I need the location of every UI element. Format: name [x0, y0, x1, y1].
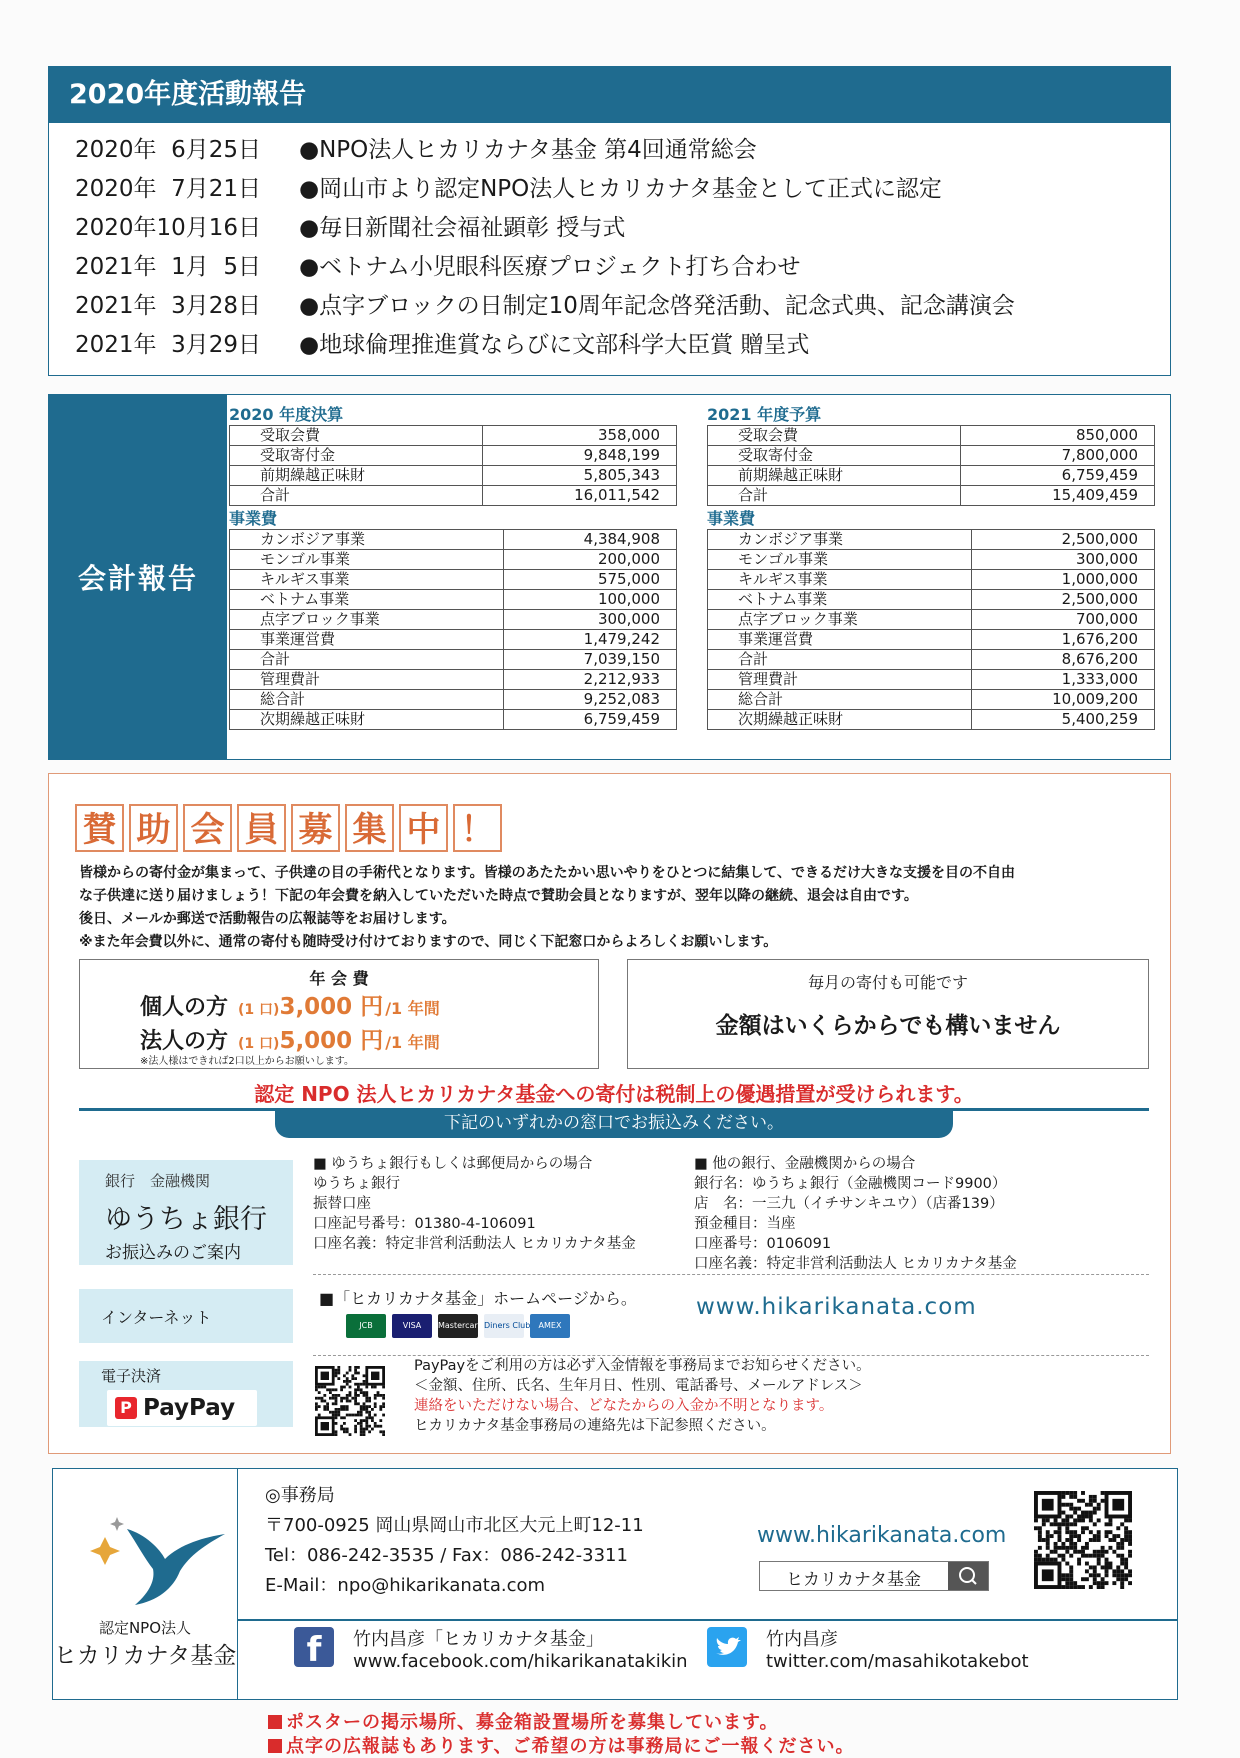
row-label: 前期繰越正味財 — [230, 466, 483, 486]
bank-label-main: ゆうちょ銀行 — [105, 1204, 267, 1235]
row-value: 1,479,242 — [504, 630, 677, 650]
row-label: 受取会費 — [708, 426, 961, 446]
bottom-notice-text: 点字の広報誌もあります、ご希望の方は事務局にご一報ください。 — [286, 1736, 855, 1757]
row-label: ベトナム事業 — [708, 590, 972, 610]
office-phone-fax: Tel：086-242-3535 / Fax：086-242-3311 — [265, 1545, 628, 1566]
facebook-icon[interactable]: f — [294, 1627, 334, 1667]
annual-fee-box — [79, 959, 599, 1069]
row-label: 受取会費 — [230, 426, 483, 446]
activity-item — [75, 209, 625, 247]
settlement-title: 2020 年度決算 — [229, 405, 344, 424]
row-value: 300,000 — [972, 550, 1155, 570]
row-label: キルギス事業 — [708, 570, 972, 590]
row-value: 1,000,000 — [972, 570, 1155, 590]
row-label: 合計 — [230, 486, 483, 506]
table-row — [708, 610, 1155, 630]
search-input[interactable]: ヒカリカナタ基金 — [786, 1570, 921, 1590]
row-value: 1,676,200 — [972, 630, 1155, 650]
heading-char-box: 集 — [345, 804, 394, 852]
row-value: 9,848,199 — [483, 446, 677, 466]
heading-char-box: 募 — [291, 804, 340, 852]
row-value: 6,759,459 — [504, 710, 677, 730]
row-value: 7,800,000 — [961, 446, 1155, 466]
paypay-p-icon: P — [115, 1397, 137, 1419]
unit-label: (1 口) — [238, 1036, 280, 1052]
row-value: 575,000 — [504, 570, 677, 590]
row-label: 事業運営費 — [708, 630, 972, 650]
row-value: 15,409,459 — [961, 486, 1155, 506]
row-value: 2,500,000 — [972, 530, 1155, 550]
settlement-expense-title: 事業費 — [229, 509, 278, 528]
activity-item — [75, 131, 757, 169]
heading-char-box: ！ — [453, 804, 502, 852]
office-title: ◎事務局 — [265, 1485, 335, 1506]
bank-label-box — [79, 1160, 293, 1265]
row-label: 前期繰越正味財 — [708, 466, 961, 486]
office-section — [52, 1468, 1178, 1700]
settlement-income-table — [229, 425, 677, 506]
table-row — [708, 530, 1155, 550]
activity-item — [75, 248, 800, 286]
row-label: 合計 — [708, 486, 961, 506]
row-label: 合計 — [230, 650, 504, 670]
row-label: 点字ブロック事業 — [230, 610, 504, 630]
table-row — [230, 426, 677, 446]
card-logo-mastercard: Mastercard — [438, 1314, 478, 1338]
table-row — [230, 550, 677, 570]
table-row — [708, 630, 1155, 650]
row-value: 300,000 — [504, 610, 677, 630]
row-value: 6,759,459 — [961, 466, 1155, 486]
org-certified-label: 認定NPO法人 — [98, 1619, 192, 1637]
row-label: キルギス事業 — [230, 570, 504, 590]
row-value: 9,252,083 — [504, 690, 677, 710]
activity-item — [75, 287, 1015, 325]
row-label: 点字ブロック事業 — [708, 610, 972, 630]
table-row — [708, 650, 1155, 670]
row-value: 200,000 — [504, 550, 677, 570]
detail-line: 口座名義：特定非営利活動法人 ヒカリカナタ基金 — [313, 1236, 636, 1252]
bank-label-sub: お振込みのご案内 — [105, 1243, 241, 1263]
table-row — [230, 670, 677, 690]
activity-report-title: 2020年度活動報告 — [49, 67, 1170, 123]
heading-char-box: 賛 — [75, 804, 124, 852]
detail-line: ■ ゆうちょ銀行もしくは郵便局からの場合 — [313, 1156, 593, 1172]
facebook-url-link[interactable]: www.facebook.com/hikarikanatakikin — [353, 1651, 688, 1672]
settlement-expense-table — [229, 529, 677, 730]
table-row — [230, 486, 677, 506]
unit-label: (1 口) — [238, 1002, 280, 1018]
swallow-logo-icon — [65, 1489, 235, 1619]
activity-text: ●NPO法人ヒカリカナタ基金 第4回通常総会 — [299, 137, 757, 163]
search-icon — [948, 1562, 988, 1590]
budget-2021 — [707, 405, 1155, 730]
internet-label-box — [79, 1289, 293, 1343]
tax-benefit-notice: 認定 NPO 法人ヒカリカナタ基金への寄付は税制上の優遇措置が受けられます。 — [254, 1082, 974, 1106]
detail-line: 連絡をいただけない場合、どなたからの入金か不明となります。 — [414, 1398, 834, 1414]
row-value: 2,212,933 — [504, 670, 677, 690]
row-label: 次期繰越正味財 — [708, 710, 972, 730]
facebook-name: 竹内昌彦「ヒカリカナタ基金」 — [353, 1629, 604, 1650]
row-value: 10,009,200 — [972, 690, 1155, 710]
activity-date: 2021年 3月28日 — [75, 293, 262, 319]
intro-paragraph-3: 後日、メールか郵送で活動報告の広報誌等をお届けします。 — [79, 911, 456, 927]
detail-line: 預金種目：当座 — [694, 1216, 796, 1232]
corporate-amount: 5,000 円 — [279, 1028, 384, 1054]
table-row — [708, 690, 1155, 710]
card-logo-diners-club: Diners Club — [484, 1314, 524, 1338]
row-value: 2,500,000 — [972, 590, 1155, 610]
paypay-label-box — [79, 1361, 293, 1427]
table-row — [230, 710, 677, 730]
table-row — [708, 486, 1155, 506]
org-name: ヒカリカナタ基金 — [53, 1643, 237, 1669]
detail-line: 店 名：一三九（イチサンキユウ）（店番139） — [694, 1196, 1004, 1212]
detail-line: ゆうちょ銀行 — [313, 1176, 400, 1192]
row-value: 100,000 — [504, 590, 677, 610]
detail-line: ■ 他の銀行、金融機関からの場合 — [694, 1156, 916, 1172]
table-row — [230, 690, 677, 710]
row-value: 850,000 — [961, 426, 1155, 446]
row-label: 次期繰越正味財 — [230, 710, 504, 730]
row-label: カンボジア事業 — [708, 530, 972, 550]
row-value: 4,384,908 — [504, 530, 677, 550]
row-label: 合計 — [708, 650, 972, 670]
internet-label: インターネット — [101, 1308, 212, 1327]
row-label: モンゴル事業 — [708, 550, 972, 570]
any-amount-line: 金額はいくらからでも構いません — [715, 1013, 1061, 1039]
per-year-label: /1 年間 — [385, 999, 440, 1018]
bank-label-top: 銀行 金融機関 — [105, 1172, 211, 1190]
table-row — [230, 590, 677, 610]
heading-char-box: 員 — [237, 804, 286, 852]
card-logo-visa: VISA — [392, 1314, 432, 1338]
office-email[interactable]: E-Mail：npo@hikarikanata.com — [265, 1575, 546, 1596]
activity-text: ●地球倫理推進賞ならびに文部科学大臣賞 贈呈式 — [299, 332, 810, 358]
table-row — [708, 570, 1155, 590]
activity-date: 2020年 7月21日 — [75, 176, 262, 202]
activity-item — [75, 170, 942, 208]
heading-char-box: 会 — [183, 804, 232, 852]
individual-amount: 3,000 円 — [279, 994, 384, 1020]
bottom-notice-braille — [268, 1732, 855, 1758]
table-row — [230, 610, 677, 630]
bottom-notice-text: ポスターの掲示場所、募金箱設置場所を募集しています。 — [286, 1712, 779, 1733]
table-row — [230, 650, 677, 670]
website-url-link[interactable]: www.hikarikanata.com — [757, 1523, 1007, 1548]
monthly-donation-line: 毎月の寄付も可能です — [807, 973, 968, 992]
accounting-label: 会計報告 — [49, 395, 227, 759]
row-value: 5,805,343 — [483, 466, 677, 486]
heading-char-box: 中 — [399, 804, 448, 852]
row-value: 5,400,259 — [972, 710, 1155, 730]
paypay-label: 電子決済 — [101, 1367, 162, 1385]
divider — [237, 1619, 1177, 1621]
red-square-icon — [268, 1715, 282, 1729]
row-label: 管理費計 — [708, 670, 972, 690]
paypay-instructions — [414, 1356, 871, 1436]
intro-paragraph-2: な子供達に送り届けましょう！下記の年会費を納入していただいた時点で賛助会員となりますが、翌年以降の継続、退会は自由です。 — [79, 888, 918, 904]
row-value: 16,011,542 — [483, 486, 677, 506]
row-value: 700,000 — [972, 610, 1155, 630]
table-row — [708, 550, 1155, 570]
row-label: モンゴル事業 — [230, 550, 504, 570]
annual-fee-title: 年 会 費 — [309, 969, 369, 988]
table-row — [230, 446, 677, 466]
activity-date: 2021年 1月 5日 — [75, 254, 262, 280]
table-row — [708, 426, 1155, 446]
row-label: 総合計 — [708, 690, 972, 710]
budget-title: 2021 年度予算 — [707, 405, 822, 424]
detail-line: 口座名義：特定非営利活動法人 ヒカリカナタ基金 — [694, 1256, 1017, 1272]
budget-expense-title: 事業費 — [707, 509, 756, 528]
transfer-instruction-tab: 下記のいずれかの窓口でお振込みください。 — [275, 1110, 953, 1138]
row-label: ベトナム事業 — [230, 590, 504, 610]
per-year-label: /1 年間 — [385, 1033, 440, 1052]
individual-fee — [140, 988, 440, 1021]
row-value: 7,039,150 — [504, 650, 677, 670]
monthly-donation-box — [627, 959, 1149, 1069]
heading-char-box: 助 — [129, 804, 178, 852]
table-row — [708, 466, 1155, 486]
search-box[interactable] — [759, 1561, 989, 1591]
individual-label: 個人の方 — [140, 995, 229, 1020]
intro-paragraph-4: ※また年会費以外に、通常の寄付も随時受け付けておりますので、同じく下記窓口からよろしくお願いします。 — [79, 934, 778, 950]
row-label: カンボジア事業 — [230, 530, 504, 550]
card-brand-logos — [346, 1314, 570, 1338]
accounting-section — [48, 394, 1171, 760]
bottom-notice-posters — [268, 1708, 779, 1734]
intro-paragraph-1: 皆様からの寄付金が集まって、子供達の目の手術代となります。皆様のあたたかい思いやりをひとつに結集して、できるだけ大きな支援を目の不自由 — [79, 865, 1016, 881]
org-logo-area — [53, 1469, 238, 1699]
detail-line: 振替口座 — [313, 1196, 371, 1212]
paypay-logo-text: PayPay — [143, 1395, 236, 1421]
homepage-text: ■「ヒカリカナタ基金」ホームページから。 — [319, 1289, 637, 1308]
activity-item — [75, 326, 809, 364]
activity-text: ●岡山市より認定NPO法人ヒカリカナタ基金として正式に認定 — [299, 176, 942, 202]
red-square-icon — [268, 1739, 282, 1753]
row-value: 1,333,000 — [972, 670, 1155, 690]
paypay-qr-code[interactable] — [315, 1366, 385, 1440]
detail-line: 口座記号番号：01380-4-106091 — [313, 1216, 536, 1232]
table-row — [708, 590, 1155, 610]
twitter-icon[interactable] — [707, 1627, 747, 1667]
table-row — [708, 446, 1155, 466]
table-row — [230, 570, 677, 590]
row-label: 受取寄付金 — [230, 446, 483, 466]
row-value: 8,676,200 — [972, 650, 1155, 670]
corporate-fee-note: ※法人様はできれば2口以上からお願いします。 — [140, 1056, 354, 1067]
activity-text: ●ベトナム小児眼科医療プロジェクト打ち合わせ — [299, 254, 801, 280]
office-address: 〒700-0925 岡山県岡山市北区大元上町12-11 — [265, 1515, 644, 1536]
search-button[interactable] — [948, 1562, 988, 1590]
table-row — [230, 630, 677, 650]
card-logo-amex: AMEX — [530, 1314, 570, 1338]
table-row — [230, 530, 677, 550]
row-label: 管理費計 — [230, 670, 504, 690]
activity-date: 2021年 3月29日 — [75, 332, 262, 358]
corporate-fee — [140, 1022, 440, 1055]
activity-date: 2020年 6月25日 — [75, 137, 262, 163]
activity-date: 2020年10月16日 — [75, 215, 262, 241]
table-row — [230, 466, 677, 486]
detail-line: ＜金額、住所、氏名、生年月日、性別、電話番号、メールアドレス＞ — [414, 1378, 863, 1394]
detail-line: 口座番号：0106091 — [694, 1236, 832, 1252]
website-qr-code[interactable] — [1034, 1491, 1132, 1593]
supporting-member-section — [48, 773, 1171, 1454]
paypay-logo — [107, 1390, 257, 1426]
divider — [313, 1274, 1149, 1275]
detail-line: 銀行名：ゆうちょ銀行（金融機関コード9900） — [694, 1176, 1007, 1192]
detail-line: PayPayをご利用の方は必ず入金情報を事務局までお知らせください。 — [414, 1358, 871, 1374]
table-row — [708, 710, 1155, 730]
budget-income-table — [707, 425, 1155, 506]
homepage-url-link[interactable]: www.hikarikanata.com — [696, 1294, 977, 1320]
detail-line: ヒカリカナタ基金事務局の連絡先は下記参照ください。 — [414, 1418, 776, 1434]
card-logo-jcb: JCB — [346, 1314, 386, 1338]
corporate-label: 法人の方 — [140, 1029, 229, 1054]
row-value: 358,000 — [483, 426, 677, 446]
other-bank-details — [694, 1154, 1134, 1274]
settlement-2020 — [229, 405, 677, 730]
activity-text: ●毎日新聞社会福祉顕彰 授与式 — [299, 215, 626, 241]
budget-expense-table — [707, 529, 1155, 730]
twitter-url-link[interactable]: twitter.com/masahikotakebot — [766, 1651, 1029, 1672]
activity-text: ●点字ブロックの日制定10周年記念啓発活動、記念式典、記念講演会 — [299, 293, 1015, 319]
postal-bank-details — [313, 1154, 643, 1254]
row-label: 受取寄付金 — [708, 446, 961, 466]
row-label: 総合計 — [230, 690, 504, 710]
table-row — [708, 670, 1155, 690]
activity-report-section — [48, 66, 1171, 376]
twitter-name: 竹内昌彦 — [766, 1629, 838, 1650]
row-label: 事業運営費 — [230, 630, 504, 650]
